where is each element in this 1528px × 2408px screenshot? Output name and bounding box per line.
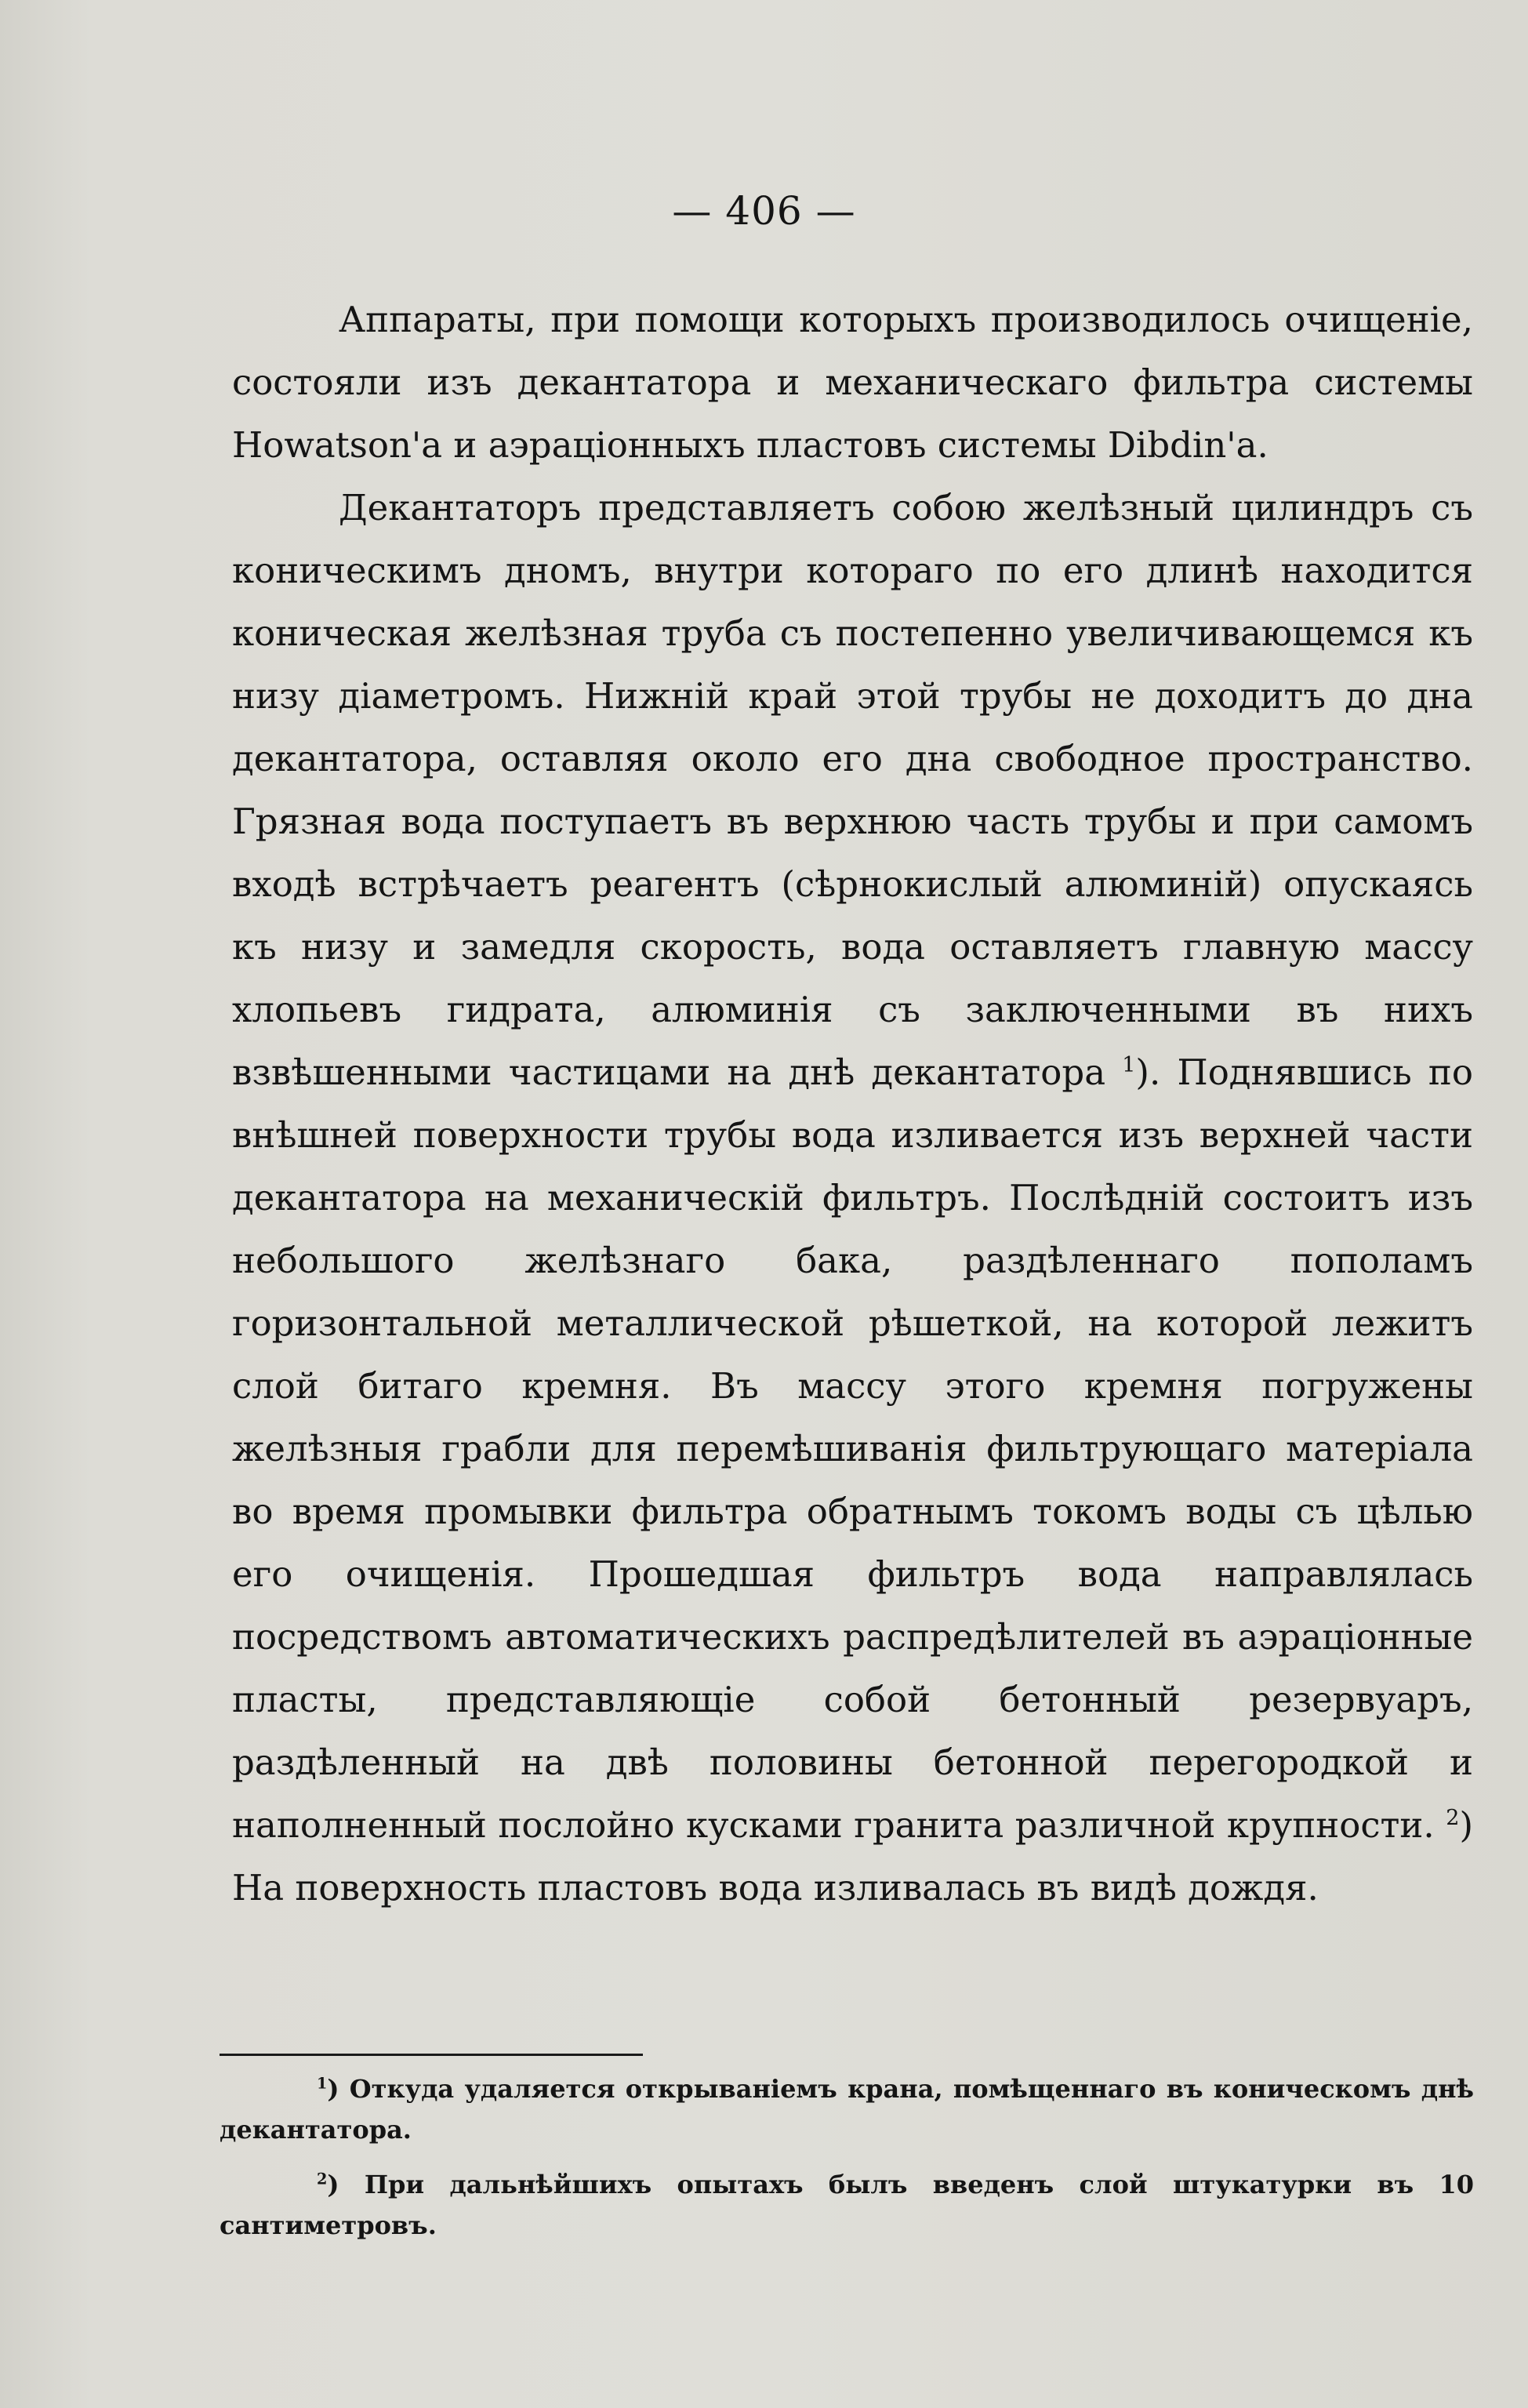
footnote-ref-2: 2 [1446, 1806, 1460, 1830]
footnote-1-text: Откуда удаляется открываніемъ крана, помѣщеннаго въ коническомъ днѣ декантатора. [220, 2074, 1475, 2145]
footnote-2: $^2$) При дальнѣйшихъ опытахъ былъ введенъ слой штукатурки въ 10 сантиметровъ. [220, 2170, 1475, 2240]
footnote-2-text: При дальнѣйшихъ опытахъ былъ введенъ слой штукатурки въ 10 сантиметровъ. [220, 2170, 1475, 2240]
footnote-mark-1: 1 [317, 2074, 328, 2093]
paragraph-apparatus [232, 289, 1473, 477]
footnote-mark-2: 2 [317, 2170, 328, 2188]
body-text [232, 289, 1473, 1919]
paragraph-decantator: Декантаторъ представляетъ собою желѣзный цилиндръ съ коническимъ дномъ, внутри котораго по его длинѣ находится коническая желѣзная труба съ постепенно увеличивающемся къ низу діаметромъ. Нижній край этой трубы не доходитъ до дна декантатора, оставляя около его дна свободное пространство. Грязная вода поступаетъ въ верхнюю часть трубы и при самомъ входѣ встрѣчаетъ реагентъ (сѣрнокислый алюминій) опускаясь къ низу и замедля скорость, вода оставляетъ главную массу хлопьевъ гидрата, алюминія съ заключенными въ нихъ взвѣшенными частицами на днѣ декантатора $^1$). Поднявшись по внѣшней поверхности трубы вода изливается изъ верхней части декантатора на механическій фильтръ. Послѣдній состоитъ изъ небольшого желѣзнаго бака, раздѣленнаго пополамъ горизонтальной металлической рѣшеткой, на которой лежитъ слой битаго кремня. Въ массу этого кремня погружены желѣзныя грабли для перемѣшиванія фильтрующаго матеріала во время промывки фильтра обратнымъ токомъ воды съ цѣлью его очищенія. Прошедшая фильтръ вода направлялась посредствомъ автоматическихъ распредѣлителей въ аэраціонные пласты, представляющіе собой бетонный резервуаръ, раздѣленный на двѣ половины бетонной перегородкой и наполненный послойно кусками гранита различной крупности. $^2$) На поверхность пластовъ вода изливалась въ видѣ дождя. [232, 487, 1474, 1909]
page-number: — 406 — [672, 188, 856, 234]
footnote-divider [220, 2054, 643, 2056]
paragraph-apparatus-text: Аппараты, при помощи которыхъ производилось очищеніе, состояли изъ декантатора и механическаго фильтра системы Howatson'а и аэраціонныхъ пластовъ системы Dibdin'а. [232, 299, 1473, 466]
paragraph-filter-text: Поднявшись по внѣшней поверхности трубы вода изливается изъ верхней части декантатора на механическій фильтръ. Послѣдній состоитъ изъ небольшого желѣзнаго бака, раздѣленнаго пополамъ горизонтальной металлической рѣшеткой, на которой лежитъ слой битаго кремня. Въ массу этого кремня погружены желѣзныя грабли для перемѣшиванія фильтрующаго матеріала во время промывки фильтра обратнымъ токомъ воды съ цѣлью его очищенія. Прошедшая фильтръ вода направлялась посредствомъ автоматическихъ распредѣлителей въ аэраціонные пласты, представляющіе собой бетонный резервуаръ, раздѣленный на двѣ половины бетонной перегородкой и наполненный послойно кусками гранита различной крупности. [232, 1051, 1474, 1846]
paragraph-rain-text: На поверхность пластовъ вода изливалась въ видѣ дождя. [232, 1867, 1319, 1909]
paragraph-decantator-text: Декантаторъ представляетъ собою желѣзный цилиндръ съ коническимъ дномъ, внутри котораго по его длинѣ находится коническая желѣзная труба съ постепенно увеличивающемся къ низу діаметромъ. Нижній край этой трубы не доходитъ до дна декантатора, оставляя около его дна свободное пространство. Грязная вода поступаетъ въ верхнюю часть трубы и при самомъ входѣ встрѣчаетъ реагентъ (сѣрнокислый алюминій) опускаясь къ низу и замедля скорость, вода оставляетъ главную массу хлопьевъ гидрата, алюминія съ заключенными въ нихъ взвѣшенными частицами на днѣ декантатора [232, 487, 1473, 1093]
footnote-ref-1: 1 [1122, 1053, 1136, 1077]
footnotes [220, 2068, 1474, 2260]
footnote-1: $^1$) Откуда удаляется открываніемъ крана, помѣщеннаго въ коническомъ днѣ декантатора. [220, 2074, 1475, 2145]
